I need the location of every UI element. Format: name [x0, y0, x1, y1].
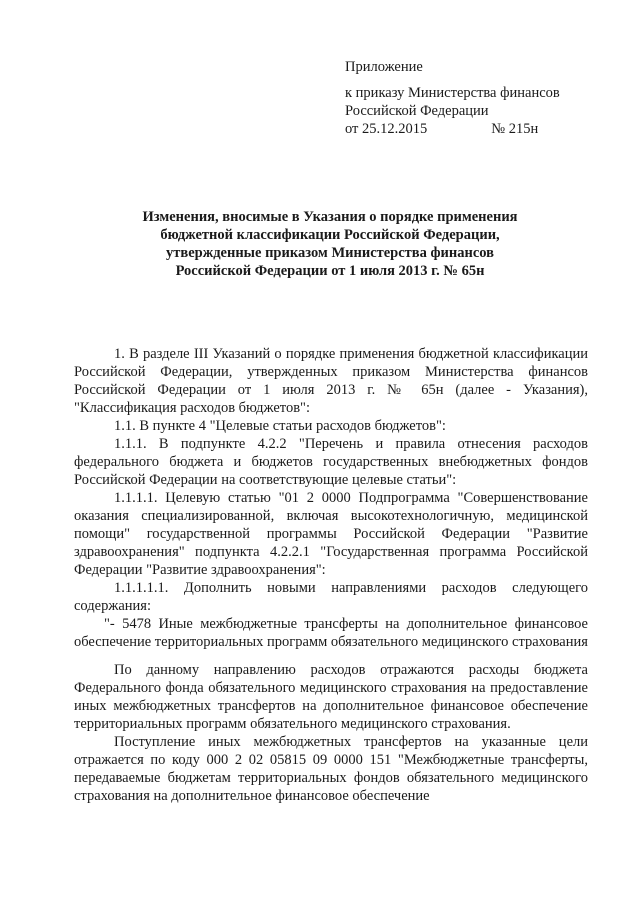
expense-direction-5478: "- 5478 Иные межбюджетные трансферты на дополнительное финансовое обеспечение территориальных программ обязательного медицинского страхования [74, 616, 588, 650]
document-body [74, 345, 588, 805]
paragraph-expense-description: По данному направлению расходов отражаются расходы бюджета Федерального фонда обязательного медицинского страхования на предоставление иных межбюджетных трансфертов на дополнительное финансовое обеспечение территориальных программ обязательного медицинского страхования. [74, 662, 588, 732]
title-line: бюджетной классификации Российской Федерации, [160, 227, 500, 243]
paragraph-revenue-code: Поступление иных межбюджетных трансфертов на указанные цели отражается по коду 000 2 02 05815 09 0000 151 "Межбюджетные трансферты, передаваемые бюджетам территориальных фондов обязательного медицинского страхования на дополнительное финансовое обеспечение [74, 734, 588, 804]
document-title [100, 208, 560, 280]
title-line: Изменения, вносимые в Указания о порядке применения [142, 209, 518, 225]
paragraph-1-1-1: 1.1.1. В подпункте 4.2.2 "Перечень и правила отнесения расходов федерального бюджета и бюджетов государственных внебюджетных фондов Российской Федерации на соответствующие целевые статьи": [74, 436, 588, 488]
paragraph-1: 1. В разделе III Указаний о порядке применения бюджетной классификации Российской Федерации, утвержденных приказом Министерства финансов Российской Федерации от 1 июля 2013 г. № 65н (далее - Указания), "Классификация расходов бюджетов": [74, 346, 588, 416]
order-line-2: Российской Федерации [345, 103, 489, 119]
paragraph-1-1: 1.1. В пункте 4 "Целевые статьи расходов бюджетов": [114, 418, 446, 434]
paragraph-1-1-1-1: 1.1.1.1. Целевую статью "01 2 0000 Подпрограмма "Совершенствование оказания специализированной, включая высокотехнологичную, медицинской помощи" государственной программы Российской Федерации "Развитие здравоохранения" подпункта 4.2.2.1 "Государственная программа Российской Федерации "Развитие здравоохранения": [74, 490, 588, 578]
appendix-label: Приложение [345, 59, 423, 75]
title-line: утвержденные приказом Министерства финансов [165, 245, 495, 261]
appendix-header [345, 58, 560, 138]
order-line-1: к приказу Министерства финансов [345, 85, 560, 101]
order-date-line [345, 120, 560, 138]
title-line: Российской Федерации от 1 июля 2013 г. № 65н [175, 263, 485, 279]
order-number: № 215н [491, 121, 539, 137]
order-date: от 25.12.2015 [345, 121, 428, 137]
paragraph-1-1-1-1-1: 1.1.1.1.1. Дополнить новыми направлениями расходов следующего содержания: [74, 580, 588, 614]
